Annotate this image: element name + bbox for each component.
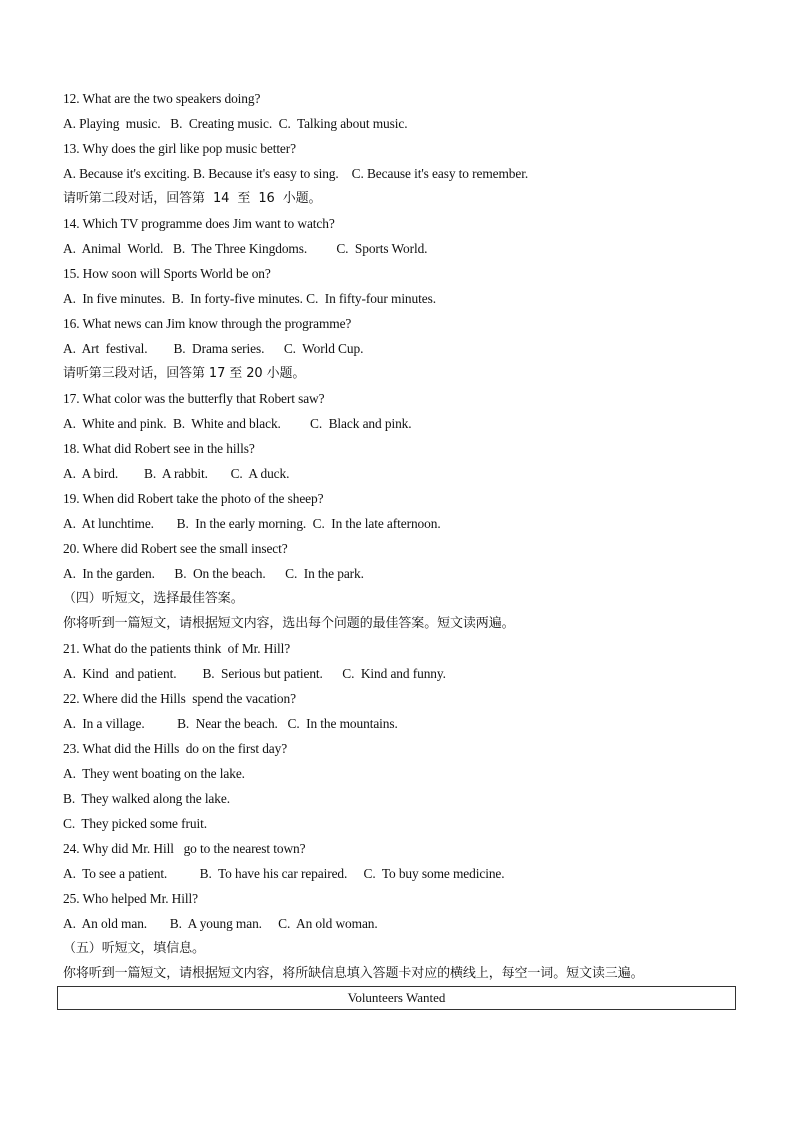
- question-line: 18. What did Robert see in the hills?: [63, 441, 255, 456]
- question-line: A. To see a patient. B. To have his car repaired. C. To buy some medicine.: [63, 866, 505, 881]
- question-line: A. Kind and patient. B. Serious but patient. C. Kind and funny.: [63, 666, 446, 681]
- question-line: 17. What color was the butterfly that Robert saw?: [63, 391, 325, 406]
- question-line: 25. Who helped Mr. Hill?: [63, 891, 198, 906]
- table-title-cell: [57, 986, 736, 1010]
- question-line: A. They went boating on the lake.: [63, 766, 245, 781]
- instruction-line: 请听第三段对话，回答第 17 至 20 小题。: [63, 366, 306, 381]
- question-line: 16. What news can Jim know through the programme?: [63, 316, 352, 331]
- instruction-line: （五）听短文，填信息。: [63, 941, 205, 956]
- question-line: 24. Why did Mr. Hill go to the nearest town?: [63, 841, 306, 856]
- question-line: A. Playing music. B. Creating music. C. Talking about music.: [63, 116, 408, 131]
- question-line: 15. How soon will Sports World be on?: [63, 266, 271, 281]
- question-line: A. In five minutes. B. In forty-five minutes. C. In fifty-four minutes.: [63, 291, 436, 306]
- question-line: A. Art festival. B. Drama series. C. World Cup.: [63, 341, 364, 356]
- table-title: Volunteers Wanted: [347, 990, 446, 1005]
- question-line: A. In a village. B. Near the beach. C. In the mountains.: [63, 716, 398, 731]
- question-line: A. Animal World. B. The Three Kingdoms. C. Sports World.: [63, 241, 428, 256]
- question-line: 20. Where did Robert see the small insect?: [63, 541, 288, 556]
- question-line: A. White and pink. B. White and black. C. Black and pink.: [63, 416, 412, 431]
- question-line: 22. Where did the Hills spend the vacation?: [63, 691, 296, 706]
- question-line: B. They walked along the lake.: [63, 791, 230, 806]
- question-line: A. At lunchtime. B. In the early morning. C. In the late afternoon.: [63, 516, 441, 531]
- question-line: 21. What do the patients think of Mr. Hill?: [63, 641, 291, 656]
- question-line: C. They picked some fruit.: [63, 816, 207, 831]
- question-line: 12. What are the two speakers doing?: [63, 91, 261, 106]
- instruction-line: 请听第二段对话，回答第 14 至 16 小题。: [63, 191, 322, 206]
- question-line: 13. Why does the girl like pop music better?: [63, 141, 296, 156]
- question-lines: [63, 88, 753, 988]
- question-line: A. Because it's exciting. B. Because it's easy to sing. C. Because it's easy to remember.: [63, 166, 529, 181]
- question-line: 23. What did the Hills do on the first day?: [63, 741, 288, 756]
- instruction-line: 你将听到一篇短文，请根据短文内容，选出每个问题的最佳答案。短文读两遍。: [63, 616, 515, 631]
- question-line: 14. Which TV programme does Jim want to watch?: [63, 216, 335, 231]
- instruction-line: 你将听到一篇短文，请根据短文内容，将所缺信息填入答题卡对应的横线上，每空一词。短文读三遍。: [63, 966, 644, 981]
- question-line: A. An old man. B. A young man. C. An old woman.: [63, 916, 378, 931]
- question-line: A. A bird. B. A rabbit. C. A duck.: [63, 466, 290, 481]
- question-line: 19. When did Robert take the photo of the sheep?: [63, 491, 324, 506]
- instruction-line: （四）听短文，选择最佳答案。: [63, 591, 244, 606]
- question-line: A. In the garden. B. On the beach. C. In the park.: [63, 566, 364, 581]
